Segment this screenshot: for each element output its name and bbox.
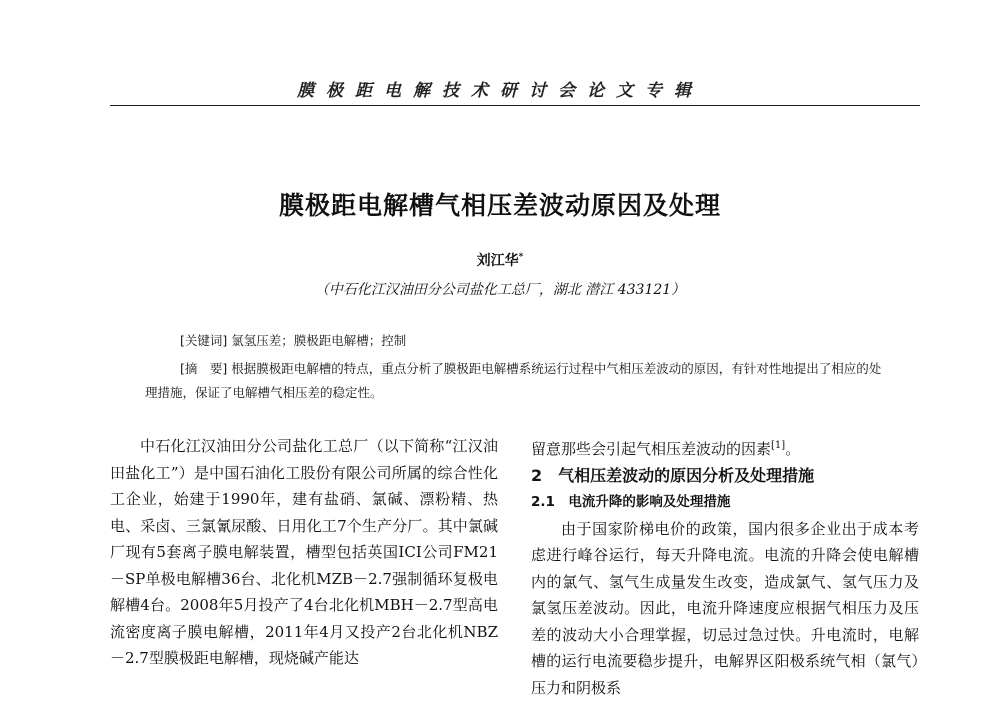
author-affiliation: （中石化江汉油田分公司盐化工总厂，湖北 潜江 433121） bbox=[0, 279, 1000, 299]
intro-continuation-end: 。 bbox=[785, 440, 800, 458]
intro-paragraph: 中石化江汉油田分公司盐化工总厂（以下简称“江汉油田盐化工”）是中国石油化工股份有限公司所属的综合性化工企业，始建于1990年，建有盐硝、氯碱、漂粉精、热电、采卤、三氯氰尿酸、日用化工7个生产分厂。其中氯碱厂现有5套离子膜电解装置，槽型包括英国ICI公司FM21－SP单极电解槽36台、北化机MZB－2.7强制循环复极电解槽4台。2008年5月投产了4台北化机MBH－2.7型高电流密度离子膜电解槽，2011年4月又投产2台北化机NBZ－2.7型膜极距电解槽，现烧碱产能达 bbox=[110, 433, 498, 672]
author-footnote-mark: * bbox=[519, 252, 524, 262]
abstract-text: 根据膜极距电解槽的特点，重点分析了膜极距电解槽系统运行过程中气相压差波动的原因，有针对性地提出了相应的处理措施，保证了电解槽气相压差的稳定性。 bbox=[145, 361, 881, 400]
section-2-heading: 2 气相压差波动的原因分析及处理措施 bbox=[531, 463, 919, 490]
body-column-right bbox=[531, 433, 919, 701]
author-name: 刘江华 bbox=[477, 253, 519, 269]
article-title: 膜极距电解槽气相压差波动原因及处理 bbox=[0, 186, 1000, 222]
section-2-1-paragraph: 由于国家阶梯电价的政策，国内很多企业出于成本考虑进行峰谷运行，每天升降电流。电流的升降会使电解槽内的氯气、氢气生成量发生改变，造成氯气、氢气压力及氯氢压差波动。因此，电流升降速度应根据气相压力及压差的波动大小合理掌握，切忌过急过快。升电流时，电解槽的运行电流要稳步提升，电解界区阳极系统气相（氯气）压力和阴极系 bbox=[531, 516, 919, 701]
section-2-1-heading: 2.1 电流升降的影响及处理措施 bbox=[531, 489, 919, 516]
keywords-text: 氯氢压差；膜极距电解槽；控制 bbox=[231, 333, 406, 348]
keywords-block bbox=[180, 331, 900, 349]
abstract-label: [摘 要] bbox=[180, 361, 227, 376]
header-rule bbox=[110, 105, 920, 106]
abstract-block bbox=[145, 357, 890, 405]
keywords-label: [关键词] bbox=[180, 333, 227, 348]
body-column-left bbox=[110, 433, 498, 672]
reference-citation: [1] bbox=[771, 440, 785, 451]
intro-continuation bbox=[531, 433, 919, 463]
author-line bbox=[0, 250, 1000, 270]
intro-continuation-text: 留意那些会引起气相压差波动的因素 bbox=[531, 440, 771, 458]
running-header: 膜极距电解技术研讨会论文专辑 bbox=[0, 76, 1000, 101]
